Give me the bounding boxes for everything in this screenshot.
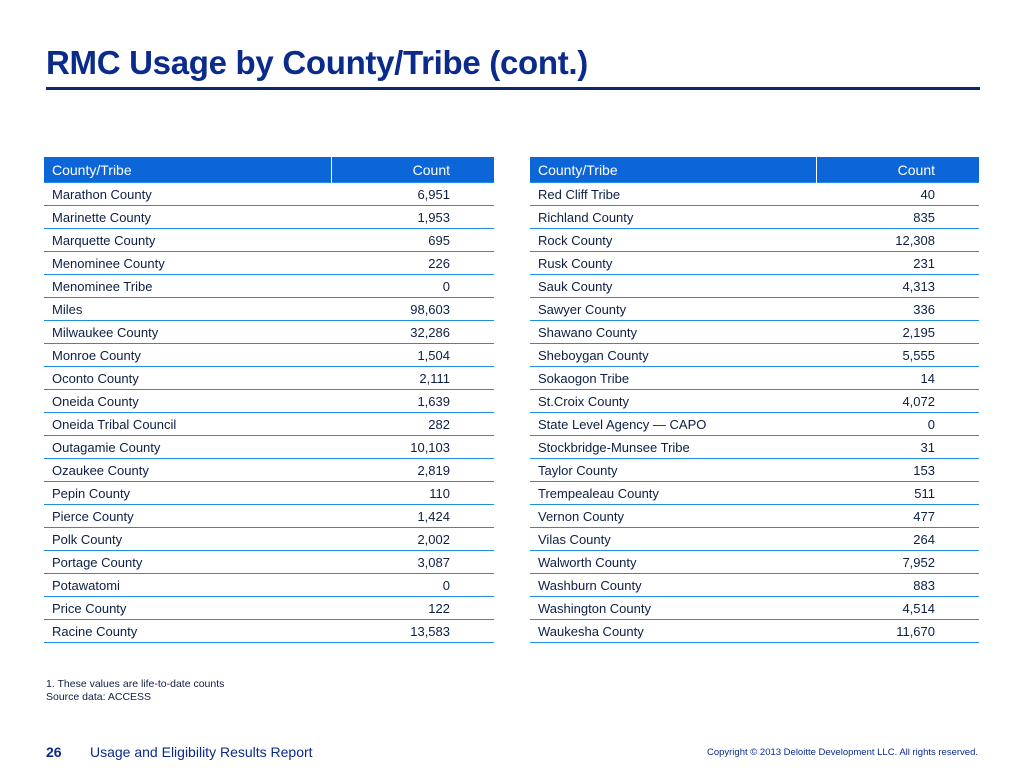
table-row (530, 367, 979, 390)
table-row (530, 413, 979, 436)
county-name-cell: Waukesha County (530, 620, 816, 643)
count-cell: 226 (331, 252, 494, 275)
county-table-left (44, 157, 494, 643)
table-row (44, 597, 494, 620)
count-cell: 511 (816, 482, 979, 505)
county-name-cell: Marinette County (44, 206, 331, 229)
county-name-cell: Trempealeau County (530, 482, 816, 505)
table-row (44, 229, 494, 252)
county-name-cell: Walworth County (530, 551, 816, 574)
table-row (530, 551, 979, 574)
county-name-cell: Oneida County (44, 390, 331, 413)
county-name-cell: Oneida Tribal Council (44, 413, 331, 436)
county-name-cell: Shawano County (530, 321, 816, 344)
count-cell: 1,424 (331, 505, 494, 528)
table-row (44, 482, 494, 505)
table-row (44, 436, 494, 459)
count-cell: 695 (331, 229, 494, 252)
table-row (530, 505, 979, 528)
county-name-cell: Sokaogon Tribe (530, 367, 816, 390)
page-title: RMC Usage by County/Tribe (cont.) (46, 44, 588, 81)
count-cell: 12,308 (816, 229, 979, 252)
table-row (530, 298, 979, 321)
table-row (530, 252, 979, 275)
table-row (44, 321, 494, 344)
count-cell: 31 (816, 436, 979, 459)
count-cell: 6,951 (331, 183, 494, 206)
count-cell: 336 (816, 298, 979, 321)
count-cell: 231 (816, 252, 979, 275)
table-row (530, 206, 979, 229)
table-row (44, 298, 494, 321)
count-cell: 264 (816, 528, 979, 551)
notes (46, 678, 224, 704)
county-name-cell: Rock County (530, 229, 816, 252)
county-table-right (530, 157, 979, 643)
count-cell: 883 (816, 574, 979, 597)
county-name-cell: Racine County (44, 620, 331, 643)
county-name-cell: Outagamie County (44, 436, 331, 459)
county-name-cell: Menominee County (44, 252, 331, 275)
county-name-cell: Marquette County (44, 229, 331, 252)
source-note: Source data: ACCESS (46, 691, 152, 703)
count-cell: 14 (816, 367, 979, 390)
county-name-cell: State Level Agency — CAPO (530, 413, 816, 436)
table-row (530, 275, 979, 298)
title-underline (46, 87, 980, 90)
county-name-cell: Monroe County (44, 344, 331, 367)
county-name-cell: Taylor County (530, 459, 816, 482)
table-row (530, 459, 979, 482)
count-cell: 32,286 (331, 321, 494, 344)
count-cell: 0 (816, 413, 979, 436)
table-row (44, 413, 494, 436)
count-cell: 282 (331, 413, 494, 436)
county-name-cell: Washburn County (530, 574, 816, 597)
county-name-cell: Price County (44, 597, 331, 620)
county-name-cell: Ozaukee County (44, 459, 331, 482)
table-row (530, 574, 979, 597)
table-row (530, 183, 979, 206)
column-header-count: Count (331, 157, 494, 183)
table-row (44, 252, 494, 275)
county-name-cell: Menominee Tribe (44, 275, 331, 298)
table-row (530, 528, 979, 551)
table-row (530, 597, 979, 620)
count-cell: 11,670 (816, 620, 979, 643)
county-name-cell: Potawatomi (44, 574, 331, 597)
table-row (44, 183, 494, 206)
copyright-notice: Copyright © 2013 Deloitte Development LLC. All rights reserved. (706, 747, 978, 758)
county-name-cell: Vilas County (530, 528, 816, 551)
column-header-count: Count (816, 157, 979, 183)
count-cell: 122 (331, 597, 494, 620)
county-name-cell: Marathon County (44, 183, 331, 206)
county-name-cell: Richland County (530, 206, 816, 229)
table-row (530, 436, 979, 459)
table-row (530, 482, 979, 505)
count-cell: 13,583 (331, 620, 494, 643)
county-name-cell: Pierce County (44, 505, 331, 528)
county-name-cell: Polk County (44, 528, 331, 551)
count-cell: 4,313 (816, 275, 979, 298)
footnote: 1. These values are life-to-date counts (46, 678, 225, 690)
county-name-cell: Sauk County (530, 275, 816, 298)
county-name-cell: Miles (44, 298, 331, 321)
county-name-cell: Oconto County (44, 367, 331, 390)
table-row (530, 321, 979, 344)
table-row (44, 574, 494, 597)
table-row (44, 206, 494, 229)
county-name-cell: Rusk County (530, 252, 816, 275)
county-name-cell: Red Cliff Tribe (530, 183, 816, 206)
county-name-cell: Sawyer County (530, 298, 816, 321)
table-row (530, 620, 979, 643)
count-cell: 4,072 (816, 390, 979, 413)
table-header-row (44, 157, 494, 183)
county-name-cell: Portage County (44, 551, 331, 574)
count-cell: 10,103 (331, 436, 494, 459)
county-name-cell: St.Croix County (530, 390, 816, 413)
page-number: 26 (46, 744, 62, 760)
count-cell: 2,111 (331, 367, 494, 390)
count-cell: 1,504 (331, 344, 494, 367)
table-row (44, 344, 494, 367)
count-cell: 40 (816, 183, 979, 206)
count-cell: 2,819 (331, 459, 494, 482)
count-cell: 1,953 (331, 206, 494, 229)
table-row (530, 229, 979, 252)
table-row (44, 459, 494, 482)
count-cell: 7,952 (816, 551, 979, 574)
report-name: Usage and Eligibility Results Report (90, 744, 313, 760)
table-row (44, 528, 494, 551)
county-name-cell: Sheboygan County (530, 344, 816, 367)
table-row (44, 390, 494, 413)
column-header-county: County/Tribe (530, 157, 816, 183)
count-cell: 4,514 (816, 597, 979, 620)
count-cell: 477 (816, 505, 979, 528)
count-cell: 0 (331, 574, 494, 597)
count-cell: 98,603 (331, 298, 494, 321)
county-name-cell: Milwaukee County (44, 321, 331, 344)
table-header-row (530, 157, 979, 183)
table-row (44, 620, 494, 643)
count-cell: 110 (331, 482, 494, 505)
table-row (44, 551, 494, 574)
count-cell: 2,002 (331, 528, 494, 551)
count-cell: 0 (331, 275, 494, 298)
count-cell: 3,087 (331, 551, 494, 574)
county-name-cell: Washington County (530, 597, 816, 620)
county-name-cell: Vernon County (530, 505, 816, 528)
count-cell: 1,639 (331, 390, 494, 413)
table-row (530, 390, 979, 413)
county-name-cell: Pepin County (44, 482, 331, 505)
table-row (44, 275, 494, 298)
count-cell: 5,555 (816, 344, 979, 367)
column-header-county: County/Tribe (44, 157, 331, 183)
count-cell: 153 (816, 459, 979, 482)
table-row (530, 344, 979, 367)
county-name-cell: Stockbridge-Munsee Tribe (530, 436, 816, 459)
count-cell: 835 (816, 206, 979, 229)
table-row (44, 505, 494, 528)
count-cell: 2,195 (816, 321, 979, 344)
table-row (44, 367, 494, 390)
